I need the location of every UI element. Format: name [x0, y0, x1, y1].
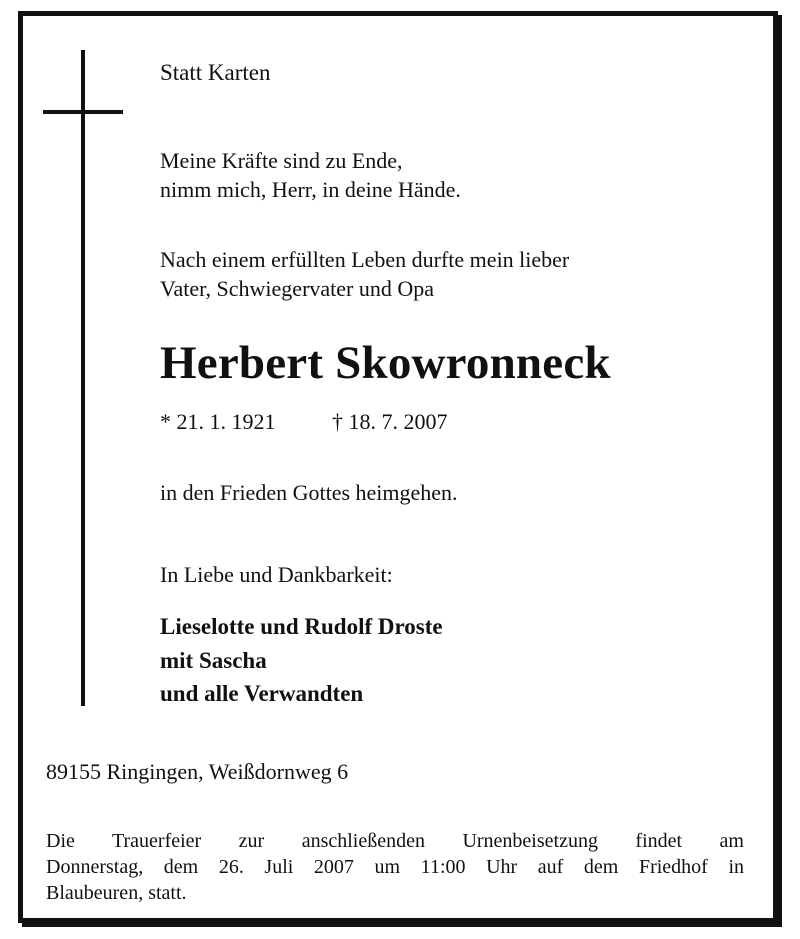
- family-line-3: und alle Verwandten: [160, 681, 364, 706]
- cross-vertical-bar: [81, 50, 85, 706]
- family-line-1: Lieselotte und Rudolf Droste: [160, 614, 443, 639]
- intro-line-2: Vater, Schwiegervater und Opa: [160, 276, 435, 301]
- verse-line-2: nimm mich, Herr, in deine Hände.: [160, 177, 461, 202]
- verse-line-1: Meine Kräfte sind zu Ende,: [160, 148, 403, 173]
- cross-horizontal-bar: [43, 110, 123, 114]
- family-line-2: mit Sascha: [160, 648, 267, 673]
- death-date: † 18. 7. 2007: [332, 409, 448, 434]
- address-line: 89155 Ringingen, Weißdornweg 6: [46, 759, 349, 784]
- birth-date: * 21. 1. 1921: [160, 409, 276, 434]
- thanks-line: In Liebe und Dankbarkeit:: [160, 562, 393, 587]
- notice-line-2: Donnerstag, dem 26. Juli 2007 um 11:00 Uhr auf dem Friedhof in: [46, 856, 744, 878]
- peace-line: in den Frieden Gottes heimgehen.: [160, 480, 458, 505]
- deceased-name: Herbert Skowronneck: [160, 337, 611, 389]
- notice-line-3: Blaubeuren, statt.: [46, 882, 187, 904]
- notice-line-1: Die Trauerfeier zur anschließenden Urnenbeisetzung findet am: [46, 830, 744, 852]
- intro-line-1: Nach einem erfüllten Leben durfte mein lieber: [160, 247, 570, 272]
- statt-karten-heading: Statt Karten: [160, 60, 271, 85]
